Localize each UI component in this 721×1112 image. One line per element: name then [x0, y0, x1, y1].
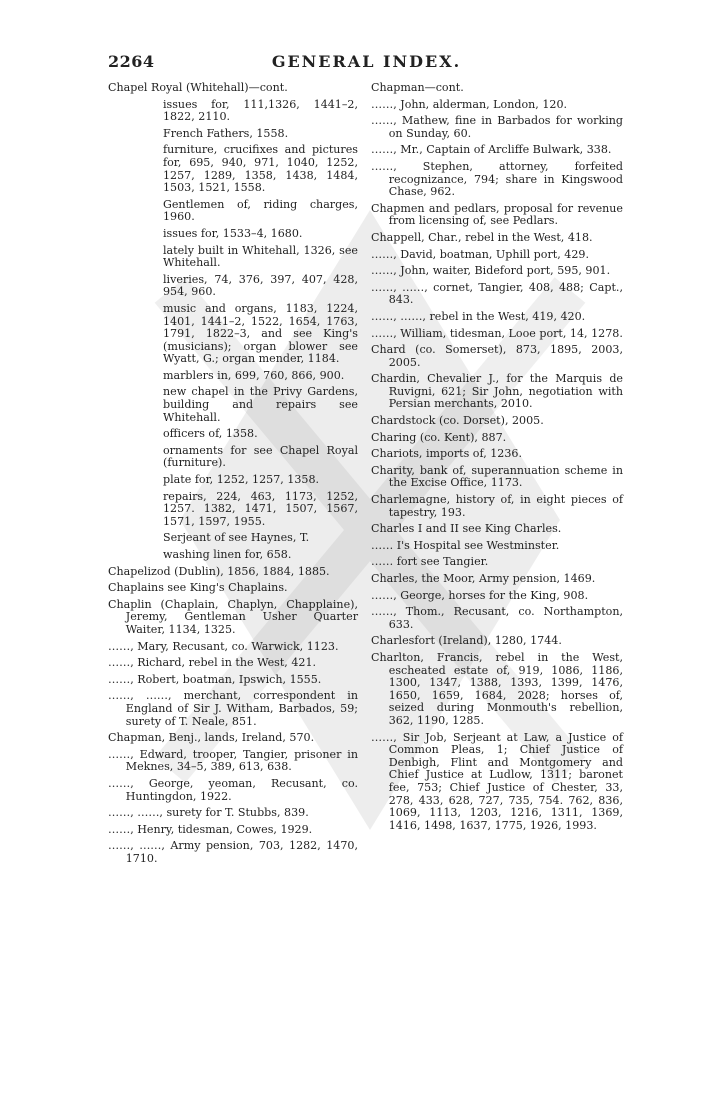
index-entry: ……, William, tidesman, Looe port, 14, 1278. [371, 326, 623, 340]
index-subentry: liveries, 74, 376, 397, 407, 428, 954, 960. [163, 272, 358, 299]
index-entry: ……, Thom., Recusant, co. Northampton, 633. [371, 605, 623, 631]
index-entry: ……, George, yeoman, Recusant, co. Huntingdon, 1922. [108, 776, 358, 803]
index-subentry: French Fathers, 1558. [163, 126, 289, 140]
index-entry: Chapelizod (Dublin), 1856, 1884, 1885. [108, 564, 330, 578]
index-entry: ……, Henry, tidesman, Cowes, 1929. [108, 822, 313, 836]
index-entry: Chaplin (Chaplain, Chaplyn, Chapplaine), Jeremy, Gentleman Usher Quarter Waiter, 1134, 1325. [108, 597, 358, 636]
index-entry: ……, Mary, Recusant, co. Warwick, 1123. [108, 639, 339, 653]
index-subentry: plate for, 1252, 1257, 1358. [163, 473, 320, 487]
index-subentry: repairs, 224, 463, 1173, 1252, 1257. 1382, 1471, 1507, 1567, 1571, 1597, 1955. [163, 489, 358, 528]
index-entry: ……, ……, Army pension, 703, 1282, 1470, 1710. [108, 839, 358, 865]
index-entry: ……, Edward, trooper, Tangier, prisoner in Meknes, 34–5, 389, 613, 638. [108, 747, 358, 774]
index-entry: Chardstock (co. Dorset), 2005. [371, 414, 544, 428]
index-entry: …… I's Hospital see Westminster. [371, 538, 560, 552]
index-entry: Chappell, Char., rebel in the West, 418. [371, 230, 593, 244]
index-subentry: Serjeant of see Haynes, T. [163, 531, 310, 545]
index-subentry: issues for, 1533–4, 1680. [163, 226, 303, 240]
index-entry: …… fort see Tangier. [371, 555, 489, 569]
index-subentry: music and organs, 1183, 1224, 1401, 1441–2, 1522, 1654, 1763, 1791, 1822–3, and see King's (musicians); organ blower see Wyatt, G.; organ mender, 1184. [163, 301, 358, 366]
index-entry: ……, ……, merchant, correspondent in England of Sir J. Witham, Barbados, 59; surety of T. Neale, 851. [108, 689, 358, 728]
index-subentry: new chapel in the Privy Gardens, building and repairs see Whitehall. [163, 385, 358, 424]
continued-heading: Chapel Royal (Whitehall)—cont. [108, 81, 288, 94]
index-entry: Charlemagne, history of, in eight pieces of tapestry, 193. [371, 493, 623, 519]
index-entry: ……, ……, surety for T. Stubbs, 839. [108, 806, 309, 820]
index-entry: ……, George, horses for the King, 908. [371, 588, 589, 602]
index-subentry: furniture, crucifixes and pictures for, 695, 940, 971, 1040, 1252, 1257, 1289, 1358, 1438, 1484, 1503, 1521, 1558. [163, 143, 358, 195]
index-entry: ……, Mr., Captain of Arcliffe Bulwark, 338. [371, 143, 612, 157]
index-subentry: marblers in, 699, 760, 866, 900. [163, 368, 345, 382]
right-column [371, 82, 623, 836]
running-head: GENERAL INDEX. [271, 52, 462, 71]
page-header [108, 52, 625, 76]
index-subentry: ornaments for see Chapel Royal (furniture). [163, 443, 358, 470]
index-entry: ……, John, alderman, London, 120. [371, 97, 568, 111]
index-subentry: officers of, 1358. [163, 427, 258, 441]
index-entry: Charing (co. Kent), 887. [371, 430, 507, 444]
index-entry: ……, ……, cornet, Tangier, 408, 488; Capt., 843. [371, 280, 623, 307]
index-subentry: Gentlemen of, riding charges, 1960. [163, 197, 358, 224]
index-entry: Chardin, Chevalier J., for the Marquis de Ruvigni, 621; Sir John, negotiation with Persian merchants, 2010. [371, 372, 623, 411]
index-entry: ……, David, boatman, Uphill port, 429. [371, 247, 589, 261]
index-entry: Chapmen and pedlars, proposal for revenue from licensing of, see Pedlars. [371, 201, 623, 228]
index-entry: ……, John, waiter, Bideford port, 595, 901. [371, 264, 611, 278]
index-entry: Chapman, Benj., lands, Ireland, 570. [108, 731, 315, 745]
index-entry: ……, Sir Job, Serjeant at Law, a Justice of Common Pleas, 1; Chief Justice of Denbigh, Flint and Montgomery and Chief Justice at Ludlow, 1311; baronet fee, 753; Chief Justice of Chester, 33, 278, 433, 628, 727, 735, 754. 762, 836, 1069, 1113, 1203, 1216, 1311, 1369, 1416, 1498, 1637, 1775, 1926, 1993. [371, 730, 623, 832]
index-subentry: lately built in Whitehall, 1326, see Whitehall. [163, 243, 358, 270]
index-entry: Charlesfort (Ireland), 1280, 1744. [371, 634, 562, 648]
index-entry: ……, Mathew, fine in Barbados for working on Sunday, 60. [371, 114, 623, 140]
left-column [108, 82, 358, 869]
index-entry: ……, Stephen, attorney, forfeited recognizance, 794; share in Kingswood Chase, 962. [371, 159, 623, 199]
index-entry: Charles I and II see King Charles. [371, 522, 562, 536]
index-entry: Charles, the Moor, Army pension, 1469. [371, 572, 596, 585]
index-entry: Chariots, imports of, 1236. [371, 447, 523, 461]
continued-heading: Chapman—cont. [371, 81, 464, 94]
index-entry: Charlton, Francis, rebel in the West, escheated estate of, 919, 1086, 1186, 1300, 1347, 1388, 1393, 1399, 1476, 1650, 1659, 1684, 2028; horses of, seized during Monmouth's rebellion, 362, 1190, 1285. [371, 650, 623, 727]
index-entry: ……, Richard, rebel in the West, 421. [108, 656, 317, 670]
index-entry: ……, Robert, boatman, Ipswich, 1555. [108, 672, 322, 686]
index-entry: Charity, bank of, superannuation scheme in the Excise Office, 1173. [371, 463, 623, 490]
index-entry: ……, ……, rebel in the West, 419, 420. [371, 309, 586, 323]
page-number: 2264 [108, 52, 155, 71]
index-entry: Chaplains see King's Chaplains. [108, 581, 288, 595]
index-subentry: issues for, 111,1326, 1441–2, 1822, 2110. [163, 97, 358, 124]
index-subentry: washing linen for, 658. [163, 548, 292, 561]
index-entry: Chard (co. Somerset), 873, 1895, 2003, 2005. [371, 343, 623, 369]
